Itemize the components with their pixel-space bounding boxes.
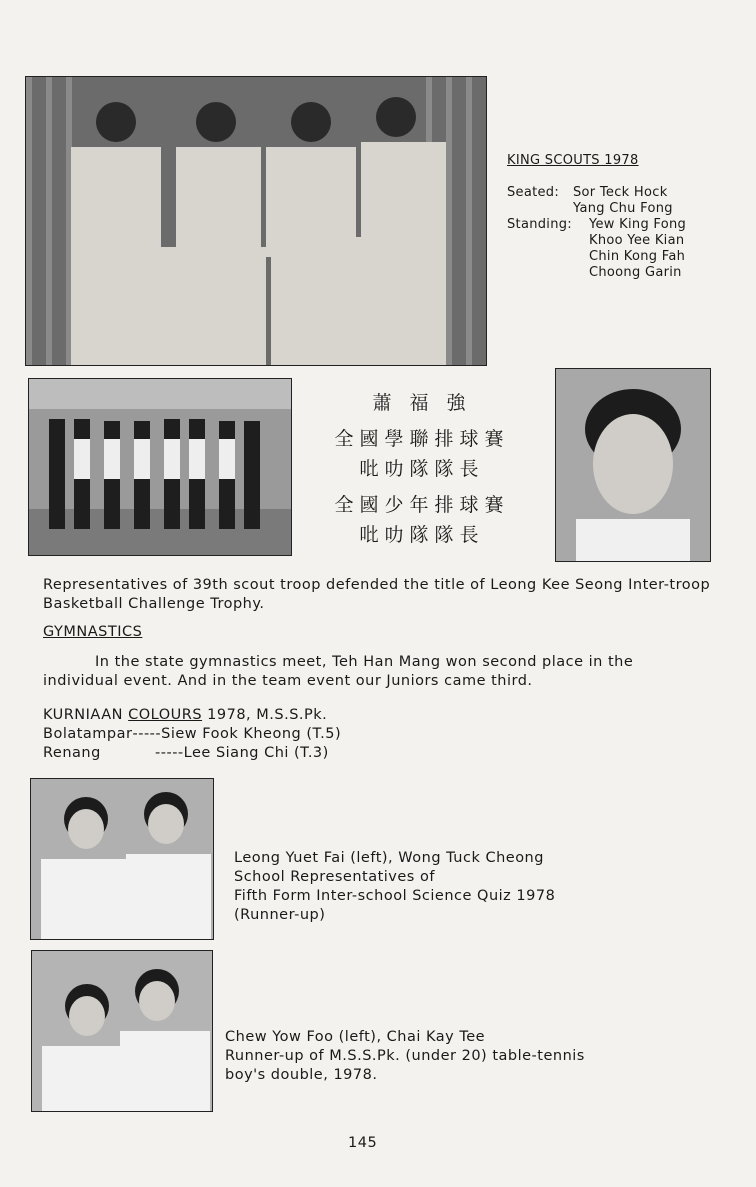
colours-underlined: COLOURS [128,707,203,723]
seated-label: Seated: [507,185,560,200]
science-line-3: Fifth Form Inter-school Science Quiz 1978 [234,888,556,904]
colours-dash-2: ----- [155,745,184,761]
science-line-1: Leong Yuet Fai (left), Wong Tuck Cheong [234,850,544,866]
science-quiz-photo [30,778,214,940]
standing-name-4: Choong Garin [589,265,682,280]
king-scouts-photo [25,76,487,366]
table-tennis-caption [225,1028,725,1085]
scouts-caption [507,153,717,281]
colours-row-1 [43,725,643,744]
table-tennis-photo [31,950,213,1112]
gymnastics-text: In the state gymnastics meet, Teh Han Mang won second place in the individual event. And in the team event our Juniors came third. [43,654,634,689]
standing-label: Standing: [507,217,572,232]
table-tennis-line-3: boy's double, 1978. [225,1067,378,1083]
standing-name-1: Yew King Fong [589,217,687,232]
colours-block [43,706,643,763]
seated-name-2: Yang Chu Fong [573,201,673,216]
science-line-2: School Representatives of [234,869,435,885]
colours-row-2 [43,744,643,763]
colours-sport-2: Renang [43,745,101,761]
colours-suffix: 1978, M.S.S.Pk. [202,707,328,723]
chinese-line-2a: 全國少年排球賽 [334,494,510,516]
standing-name-2: Khoo Yee Kian [589,233,685,248]
standing-name-3: Chin Kong Fah [589,249,686,264]
seated-name-1: Sor Teck Hock [573,185,668,200]
scouts-title: KING SCOUTS 1978 [507,153,639,168]
page-number: 145 [348,1135,378,1151]
chinese-caption [322,388,522,550]
colours-prefix: KURNIAAN [43,707,129,723]
colours-heading [43,706,643,725]
portrait-photo [555,368,711,562]
gymnastics-heading: GYMNASTICS [43,624,143,640]
colours-dash-1: ----- [132,726,162,742]
chinese-line-2b: 吡叻隊隊長 [359,524,485,546]
chinese-name: 蕭 福 強 [372,392,472,414]
colours-sport-1: Bolatampar [43,726,133,742]
science-caption [234,849,714,925]
science-line-4: (Runner-up) [234,907,326,923]
chinese-line-1b: 吡叻隊隊長 [359,458,485,480]
colours-name-2: Lee Siang Chi (T.3) [183,745,329,761]
colours-name-1: Siew Fook Kheong (T.5) [161,726,342,742]
table-tennis-line-1: Chew Yow Foo (left), Chai Kay Tee [225,1029,486,1045]
basketball-text: Representatives of 39th scout troop defended the title of Leong Kee Seong Inter-troop Basketball Challenge Trophy. [43,577,711,612]
chinese-line-1a: 全國學聯排球賽 [334,428,510,450]
table-tennis-line-2: Runner-up of M.S.S.Pk. (under 20) table-tennis [225,1048,585,1064]
basketball-team-photo [28,378,292,556]
